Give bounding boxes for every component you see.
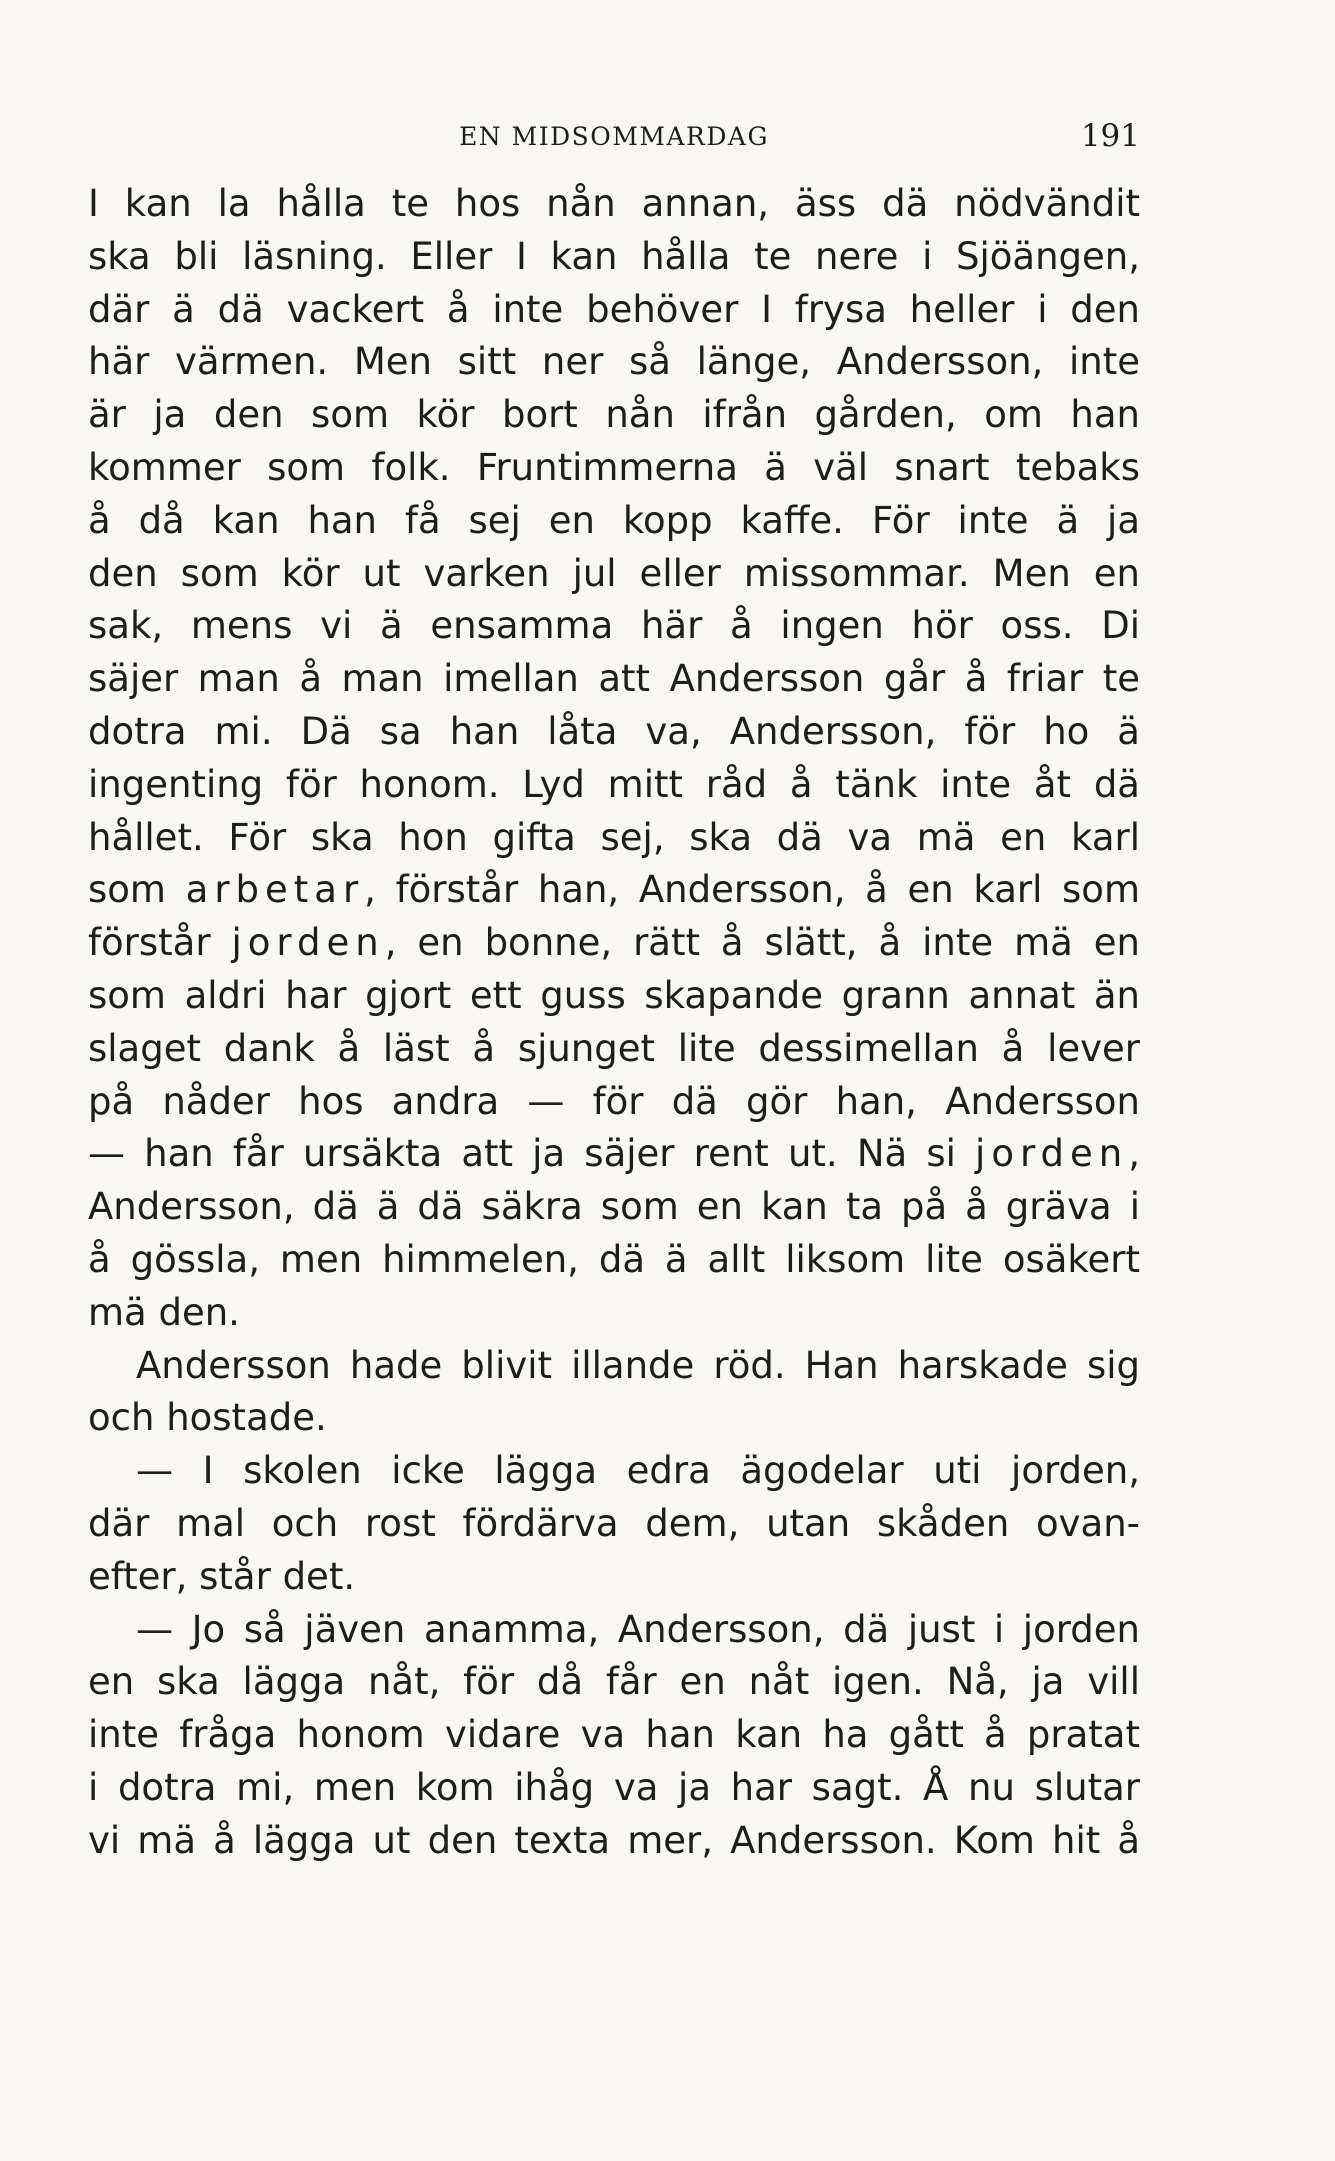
text-line: ingenting för honom. Lyd mitt råd å tänk inte åt dä	[88, 762, 1140, 806]
running-title: EN MIDSOMMARDAG	[459, 122, 769, 151]
text-line: I kan la hålla te hos nån annan, äss dä nödvändit	[88, 182, 1140, 225]
text-line: å då kan han få sej en kopp kaffe. För inte ä ja	[88, 498, 1140, 542]
text-line	[88, 864, 1140, 917]
text-line: som aldri har gjort ett guss skapande grann annat än	[88, 973, 1140, 1017]
page-header	[88, 118, 1140, 158]
text-line: en ska lägga nåt, för då får en nåt igen. Nå, ja vill	[88, 1660, 1140, 1704]
text-line	[88, 1128, 1140, 1181]
text-line: — Jo så jäven anamma, Andersson, dä just i jorden	[136, 1607, 1140, 1651]
text-line	[88, 917, 1140, 970]
text-line: och hostade.	[88, 1396, 327, 1440]
text-line: — I skolen icke lägga edra ägodelar uti jorden,	[136, 1449, 1140, 1493]
text-line: efter, står det.	[88, 1554, 356, 1598]
text-line: dotra mi. Dä sa han låta va, Andersson, för ho ä	[88, 709, 1140, 753]
text-segment: som	[88, 868, 186, 912]
text-line: Andersson, dä ä dä säkra som en kan ta på å gräva i	[88, 1185, 1140, 1229]
text-line: Andersson hade blivit illande röd. Han harskade sig	[136, 1343, 1140, 1387]
text-segment: , förstår han, Andersson, å en karl som	[364, 868, 1140, 912]
text-line: där mal och rost fördärva dem, utan skåden ovan-	[88, 1501, 1140, 1545]
text-line: sak, mens vi ä ensamma här å ingen hör oss. Di	[88, 604, 1140, 648]
text-line: den som kör ut varken jul eller missommar. Men en	[88, 551, 1140, 595]
text-line: inte fråga honom vidare va han kan ha gått å pratat	[88, 1713, 1140, 1757]
text-line: på nåder hos andra — för dä gör han, Andersson	[88, 1079, 1140, 1123]
text-line: där ä dä vackert å inte behöver I frysa heller i den	[88, 287, 1140, 331]
text-segment: — han får ursäkta att ja säjer rent ut. Nä si	[88, 1132, 976, 1176]
text-line: säjer man å man imellan att Andersson går å friar te	[88, 657, 1140, 701]
body-text	[88, 178, 1140, 1868]
text-line: ska bli läsning. Eller I kan hålla te nere i Sjöängen,	[88, 234, 1140, 278]
text-segment: förstår	[88, 921, 232, 965]
spaced-emphasis: arbetar	[185, 868, 365, 912]
text-line: mä den.	[88, 1290, 240, 1334]
text-line: är ja den som kör bort nån ifrån gården, om han	[88, 393, 1140, 437]
text-line: å gössla, men himmelen, dä ä allt liksom lite osäkert	[88, 1237, 1140, 1281]
text-segment: ,	[1128, 1132, 1140, 1176]
spaced-emphasis: jorden	[231, 921, 385, 965]
text-line: slaget dank å läst å sjunget lite dessimellan å lever	[88, 1026, 1140, 1070]
text-segment: , en bonne, rätt å slätt, å inte mä en	[384, 921, 1140, 965]
text-line: kommer som folk. Fruntimmerna ä väl snart tebaks	[88, 445, 1140, 489]
text-line: här värmen. Men sitt ner så länge, Andersson, inte	[88, 340, 1140, 384]
text-line: vi mä å lägga ut den texta mer, Andersson. Kom hit å	[88, 1818, 1140, 1862]
page-number: 191	[1080, 118, 1140, 154]
text-line: hållet. För ska hon gifta sej, ska dä va mä en karl	[88, 815, 1140, 859]
spaced-emphasis: jorden	[975, 1132, 1129, 1176]
text-line: i dotra mi, men kom ihåg va ja har sagt. Å nu slutar	[88, 1765, 1140, 1809]
